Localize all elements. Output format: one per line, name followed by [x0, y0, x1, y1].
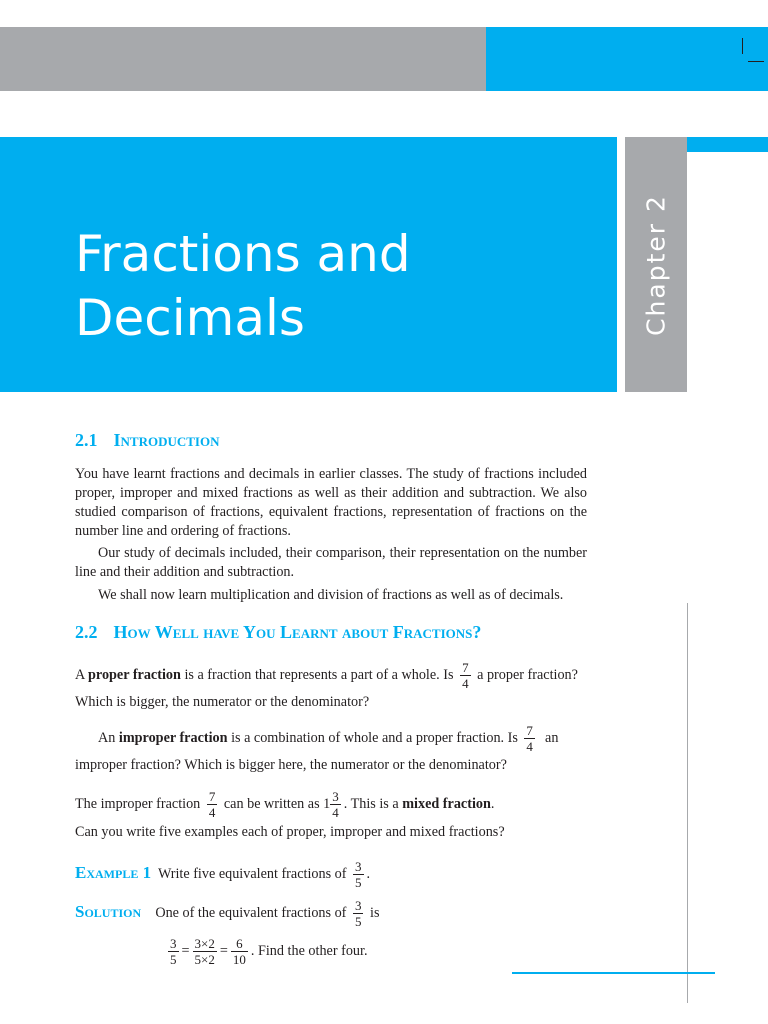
text-line: Which is bigger, the numerator or the denominator?: [75, 694, 370, 710]
equivalent-fraction-equation: [165, 936, 368, 967]
fraction: [353, 898, 364, 929]
numerator: 7: [526, 723, 533, 738]
solution-label: Solution: [75, 901, 142, 921]
solution-text: One of the equivalent fractions of: [155, 904, 347, 921]
numerator: 3: [355, 859, 362, 874]
term-proper-fraction: proper fraction: [88, 666, 181, 683]
denominator: 5: [354, 914, 362, 929]
denominator: 5×2: [194, 952, 215, 967]
text-line: [98, 723, 558, 754]
example-text: Write five equivalent fractions of: [157, 865, 347, 882]
crop-mark-vertical: [742, 38, 743, 54]
chapter-title-line-1: Fractions and: [75, 225, 411, 283]
intro-paragraph-2: Our study of decimals included, their comparison, their representation on the number line and their addition and subtraction.: [75, 545, 587, 580]
text-span: The improper fraction: [75, 795, 201, 812]
section-title: How Well have You Learnt about Fractions?: [113, 622, 482, 642]
text-line: [75, 660, 578, 691]
text-span: can be written as 1: [223, 795, 331, 812]
solution: [75, 898, 379, 929]
text-line: Can you write five examples each of proper, improper and mixed fractions?: [75, 824, 505, 840]
section-number: 2.1: [75, 430, 98, 450]
footer-rule: [512, 972, 715, 974]
denominator: 10: [232, 952, 246, 967]
example-1: [75, 859, 370, 890]
chapter-title: [75, 222, 595, 350]
text-line: improper fraction? Which is bigger here, the numerator or the denominator?: [75, 757, 507, 773]
text-line: [75, 789, 494, 820]
chapter-tab: [625, 137, 687, 392]
denominator: 4: [208, 805, 216, 820]
text-span: is: [370, 904, 380, 921]
fraction: [207, 789, 218, 820]
numerator: 3×2: [194, 936, 215, 951]
denominator: 5: [170, 952, 177, 967]
numerator: 3: [170, 936, 177, 951]
denominator: 5: [355, 875, 362, 890]
mixed-fraction-part: [330, 789, 341, 820]
section-number: 2.2: [75, 622, 98, 642]
crop-mark-horizontal: [748, 61, 764, 62]
chapter-label: Chapter 2: [641, 193, 671, 336]
text-span: . This is a: [343, 795, 403, 812]
text-span: is a combination of whole and a proper fraction. Is: [227, 729, 518, 746]
fraction: [231, 936, 248, 967]
banner-edge-strip: [686, 137, 768, 152]
fraction: [460, 660, 471, 691]
numerator: 3: [354, 898, 362, 913]
text-span: an: [545, 729, 559, 746]
text-span: a proper fraction?: [477, 666, 578, 683]
header-cyan-band: [486, 27, 768, 91]
term-mixed-fraction: mixed fraction: [402, 795, 491, 812]
text-span: An: [98, 729, 119, 746]
text-span: . Find the other four.: [250, 942, 368, 959]
text-span: .: [490, 795, 495, 812]
chapter-title-line-2: Decimals: [75, 289, 305, 347]
denominator: 4: [332, 805, 339, 820]
text-span: A: [75, 666, 89, 683]
fraction: [353, 859, 364, 890]
equals-sign: =: [219, 942, 228, 959]
text-span: is a fraction that represents a part of a whole. Is: [180, 666, 454, 683]
fraction: [524, 723, 535, 754]
margin-rule: [687, 603, 688, 1003]
text-span: .: [366, 865, 371, 882]
section-title: Introduction: [113, 430, 220, 450]
section-heading-2-1: [75, 430, 219, 451]
intro-paragraph-3: We shall now learn multiplication and division of fractions as well as of decimals.: [98, 587, 564, 603]
numerator: 7: [462, 660, 469, 675]
fraction: [168, 936, 179, 967]
denominator: 4: [462, 676, 469, 691]
fraction: [193, 936, 217, 967]
term-improper-fraction: improper fraction: [118, 729, 228, 746]
header-gray-band: [0, 27, 486, 91]
section-heading-2-2: [75, 622, 481, 643]
numerator: 6: [231, 936, 248, 952]
example-label: Example 1: [75, 862, 152, 882]
equals-sign: =: [181, 942, 190, 959]
numerator: 3: [332, 789, 339, 804]
denominator: 4: [526, 739, 533, 754]
numerator: 7: [208, 789, 216, 804]
intro-paragraph-1: You have learnt fractions and decimals in earlier classes. The study of fractions included proper, improper and mixed fractions as well as their addition and subtraction. We also studied comparison of fractions, equivalent fractions, representation of fractions on the number line and ordering of fractions.: [75, 466, 587, 539]
